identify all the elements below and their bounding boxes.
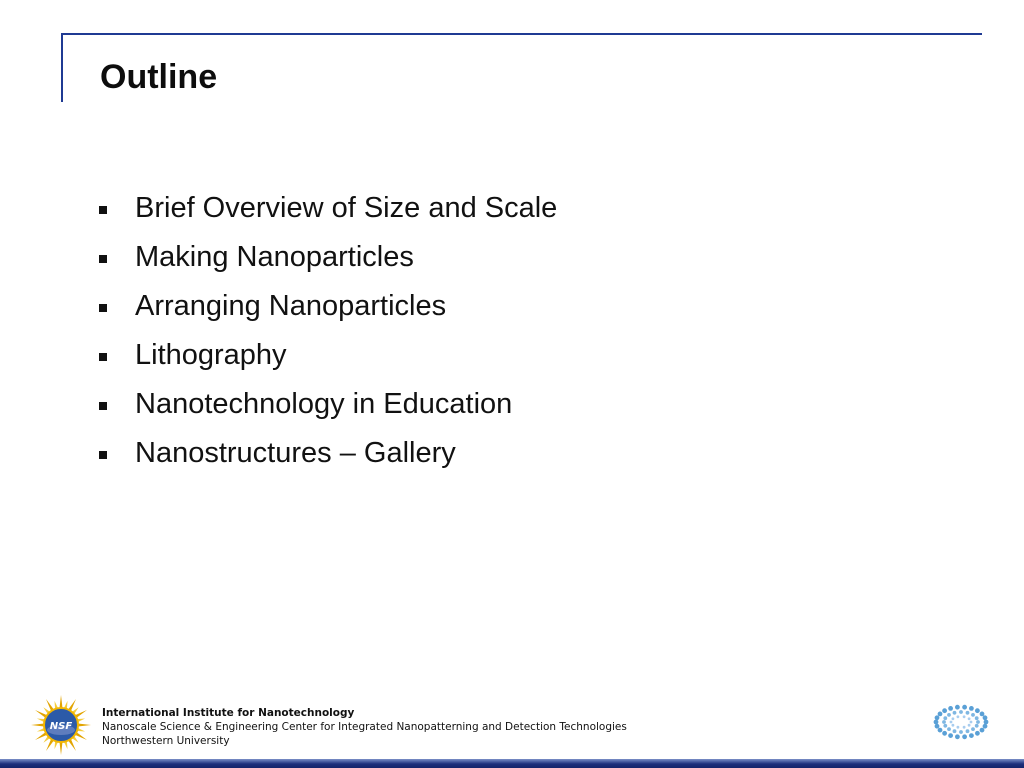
logo-dot [971,727,975,731]
square-bullet-icon [99,206,107,214]
logo-dot [984,720,989,725]
logo-dot [983,724,988,729]
logo-dot [935,715,940,720]
list-item-text: Nanotechnology in Education [135,388,513,420]
list-item-text: Brief Overview of Size and Scale [135,192,558,224]
list-item [99,233,557,282]
footer-credits [102,706,627,748]
logo-dot [971,713,975,717]
logo-dot [962,705,967,710]
logo-dot [948,706,953,711]
footer-bar [0,759,1024,768]
nsf-seal-icon [30,694,92,756]
logo-dot [968,717,971,720]
logo-dot [963,726,966,729]
logo-dot [950,721,953,724]
square-bullet-icon [99,353,107,361]
footer-university: Northwestern University [102,735,230,747]
logo-dot [962,734,967,739]
logo-dot [942,731,947,736]
logo-dot [975,724,979,728]
logo-dot [947,713,951,717]
logo-dot [959,730,963,734]
logo-dot [975,731,980,736]
logo-dot [959,710,963,714]
outline-list [99,184,557,478]
list-item-text: Arranging Nanoparticles [135,290,447,322]
logo-dot [955,734,960,739]
list-item [99,429,557,478]
logo-dot [934,720,939,725]
square-bullet-icon [99,402,107,410]
logo-dot [957,715,960,718]
footer-institute: International Institute for Nanotechnology [102,707,355,719]
list-item [99,331,557,380]
logo-dot [966,711,970,715]
logo-dot [975,708,980,713]
logo-dot [963,715,966,718]
nsf-logo-text: NSF [49,721,73,732]
logo-dot [938,712,943,717]
logo-dot [975,716,979,720]
logo-dot [980,728,985,733]
seal-ray [60,742,63,755]
dotted-ring-logo-icon [932,702,990,742]
logo-dot [966,729,970,733]
logo-dot [980,712,985,717]
slide-title: Outline [100,58,218,96]
logo-dot [953,711,957,715]
logo-dot [976,720,980,724]
title-frame-top-rule [62,33,982,35]
footer-center: Nanoscale Science & Engineering Center for Integrated Nanopatterning and Detection Technologies [102,721,627,733]
logo-dot [969,733,974,738]
logo-dot [957,726,960,729]
list-item-text: Making Nanoparticles [135,241,414,273]
logo-dot [947,727,951,731]
logo-dot [943,724,947,728]
title-frame-left-rule [61,33,63,102]
logo-dot [942,708,947,713]
logo-dot [952,717,955,720]
square-bullet-icon [99,451,107,459]
square-bullet-icon [99,255,107,263]
logo-dot [970,721,973,724]
logo-dot [953,729,957,733]
list-item-text: Lithography [135,339,287,371]
list-item-text: Nanostructures – Gallery [135,437,456,469]
logo-dot [948,733,953,738]
list-item [99,380,557,429]
logo-dot [952,724,955,727]
logo-dot [969,706,974,711]
logo-dot [942,720,946,724]
square-bullet-icon [99,304,107,312]
logo-dot [935,724,940,729]
seal-ray [60,695,63,708]
logo-dot [983,715,988,720]
logo-dot [938,728,943,733]
logo-dot [943,716,947,720]
list-item [99,184,557,233]
seal-ray [78,724,91,727]
logo-dot [968,724,971,727]
seal-ray [31,724,44,727]
logo-dot [955,705,960,710]
list-item [99,282,557,331]
